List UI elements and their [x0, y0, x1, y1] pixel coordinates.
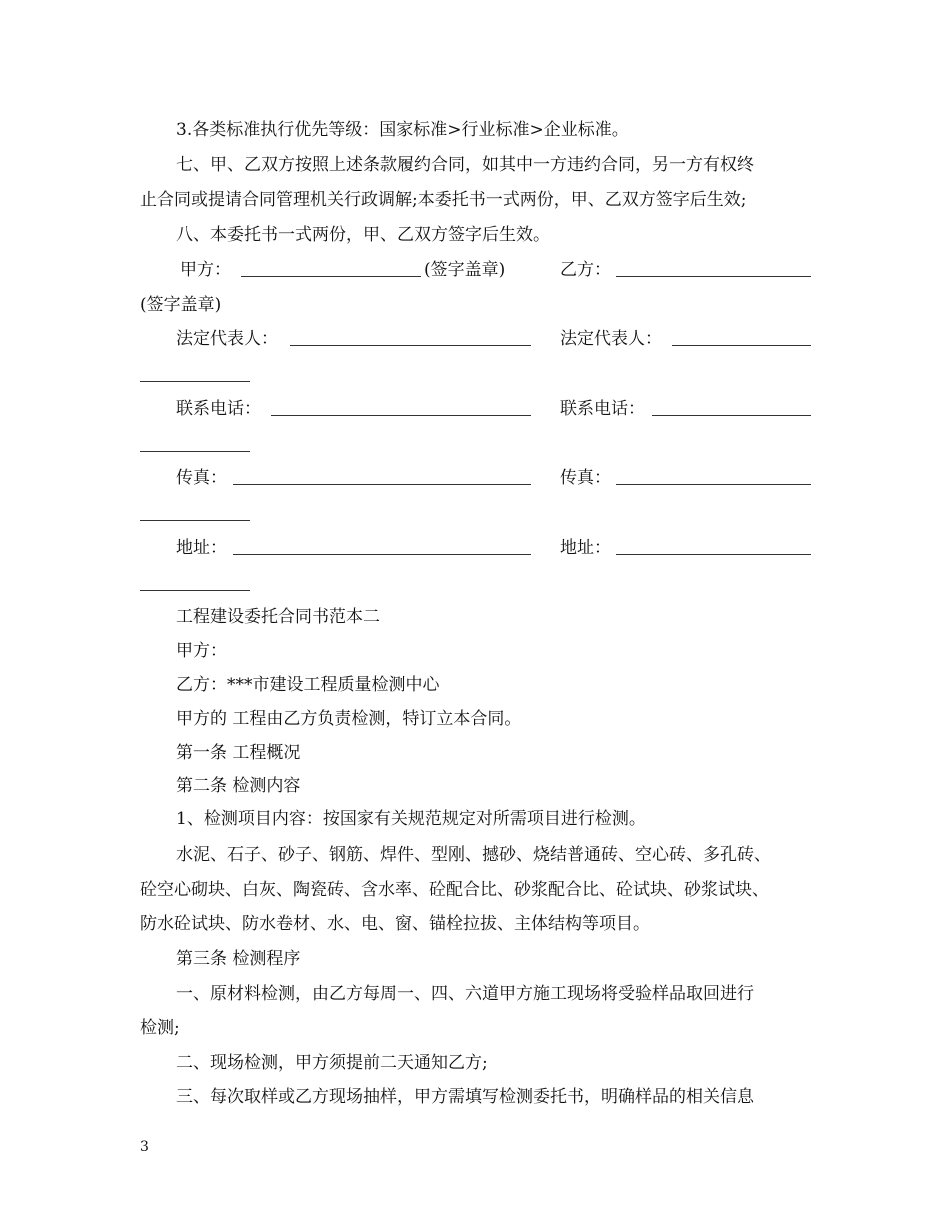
materials-line3: 防水砼试块、防水卷材、水、电、窗、锚栓拉拔、主体结构等项目。: [140, 914, 650, 934]
paragraph-breach-line1: 七、甲、乙双方按照上述条款履约合同，如其中一方违约合同，另一方有权终: [176, 155, 754, 175]
party-a-fax-line: [233, 484, 531, 485]
party-a-signature-line: [241, 276, 421, 277]
procedure-2: 二、现场检测，甲方须提前二天通知乙方;: [176, 1053, 488, 1073]
party-a-phone-line: [271, 415, 531, 416]
procedure-1-line2: 检测;: [140, 1018, 180, 1038]
sample2-title: 工程建设委托合同书范本二: [176, 607, 380, 627]
procedure-3: 三、每次取样或乙方现场抽样，甲方需填写检测委托书，明确样品的相关信息: [176, 1087, 754, 1107]
party-b-phone-label: 联系电话：: [560, 399, 645, 419]
page-number: 3: [140, 1139, 149, 1155]
party-b-legal-rep-line: [672, 345, 811, 346]
party-a-legal-rep-label: 法定代表人：: [176, 329, 278, 349]
materials-line2: 砼空心砌块、白灰、陶瓷砖、含水率、砼配合比、砂浆配合比、砼试块、砂浆试块、: [140, 880, 769, 900]
paragraph-standards-priority: 3.各类标准执行优先等级：国家标准>行业标准>企业标准。: [176, 120, 629, 140]
party-a-address-line: [233, 554, 531, 555]
party-b-signature-line: [616, 276, 811, 277]
paragraph-breach-line2: 止合同或提请合同管理机关行政调解;本委托书一式两份，甲、乙双方签字后生效;: [140, 190, 747, 210]
party-b-address-label: 地址：: [560, 538, 611, 558]
sample2-intro: 甲方的 工程由乙方负责检测，特订立本合同。: [176, 709, 522, 729]
party-a-phone-label: 联系电话：: [176, 399, 261, 419]
party-a-label: 甲方：: [180, 260, 231, 280]
party-b-address-line: [616, 554, 811, 555]
procedure-1-line1: 一、原材料检测，由乙方每周一、四、六道甲方施工现场将受验样品取回进行: [176, 984, 754, 1004]
party-b-seal-label: (签字盖章): [140, 295, 222, 315]
party-b-fax-line-cont: [140, 520, 250, 521]
paragraph-effective: 八、本委托书一式两份，甲、乙双方签字后生效。: [176, 225, 550, 245]
article-3-heading: 第三条 检测程序: [176, 949, 301, 969]
party-a-fax-label: 传真：: [176, 468, 227, 488]
party-b-address-line-cont: [140, 590, 250, 591]
article-2-heading: 第二条 检测内容: [176, 776, 301, 796]
materials-line1: 水泥、石子、砂子、钢筋、焊件、型刚、撼砂、烧结普通砖、空心砖、多孔砖、: [176, 845, 771, 865]
article-1-heading: 第一条 工程概况: [176, 743, 301, 763]
party-a-legal-rep-line: [290, 345, 531, 346]
party-b-legal-rep-line-cont: [140, 381, 250, 382]
party-b-label: 乙方：: [560, 260, 611, 280]
sample2-party-b: 乙方：***市建设工程质量检测中心: [176, 675, 440, 695]
party-b-phone-line: [652, 415, 811, 416]
party-b-fax-line: [616, 484, 811, 485]
party-b-legal-rep-label: 法定代表人：: [560, 329, 662, 349]
party-b-phone-line-cont: [140, 451, 250, 452]
detection-item-1: 1、检测项目内容：按国家有关规范规定对所需项目进行检测。: [176, 809, 646, 829]
party-a-seal-label: (签字盖章): [424, 260, 506, 280]
sample2-party-a: 甲方：: [176, 641, 227, 661]
party-a-address-label: 地址：: [176, 538, 227, 558]
party-b-fax-label: 传真：: [560, 468, 611, 488]
